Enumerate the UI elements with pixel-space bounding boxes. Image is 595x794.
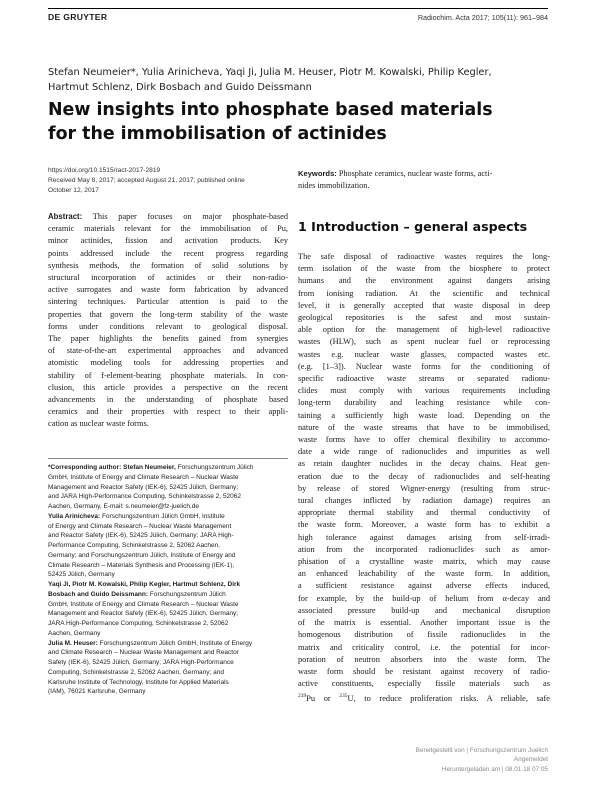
intro-line: long-term durability and leaching resistance while con- (298, 398, 550, 408)
footnote-label: Yaqi Ji, Piotr M. Kowalski, Philip Kegler, Hartmut Schlenz, Dirk (48, 581, 241, 588)
abstract-line: advancements in the understanding of phosphate based (48, 395, 288, 405)
footnote-line: JARA High-Performance Computing, Schinkelstrasse 2, 52062 (48, 620, 229, 627)
stamp-line: Heruntergeladen am | 08.01.18 07:05 (441, 765, 548, 773)
intro-line: associated pressure build-up and mechanical disruption (298, 605, 550, 615)
intro-line: geological repositories is the safest and most sustain- (298, 313, 550, 323)
abstract-line: structural incorporation of actinides or their non-radio- (48, 273, 288, 283)
intro-line: phisation of a crystalline waste matrix, which may cause (298, 557, 550, 567)
stamp-line: Angemeldet (513, 756, 548, 764)
author-line: Stefan Neumeier*, Yulia Arinicheva, Yaqi Ji, Julia M. Heuser, Piotr M. Kowalski, Philip Kegler, (48, 67, 492, 78)
author-list (48, 66, 548, 95)
title-line: New insights into phosphate based materials (48, 100, 493, 120)
intro-line: level, it is generally accepted that waste disposal in deep (298, 300, 550, 310)
intro-line: (e.g. [1–3]). Nuclear waste forms for the conditioning of (298, 361, 550, 371)
abstract-line: ceramics and their properties with respect to their appli- (48, 407, 288, 417)
abstract-line: synthesis methods, the formation of solid solutions by (48, 260, 288, 270)
abstract (48, 211, 288, 431)
intro-line: The safe disposal of radioactive wastes requires the long- (298, 252, 550, 261)
intro-line: term isolation of the waste from the biosphere to protect (298, 264, 550, 274)
intro-line: able option for the management of high-level radioactive (298, 325, 550, 335)
isotope-superscript: 239 (298, 693, 307, 700)
intro-line: homogenous distribution of fissile radionuclides in the (298, 630, 550, 640)
intro-line: a sufficient resistance against adverse effects induced, (298, 581, 550, 591)
intro-line: from ionising radiation. At the scientific and technical (298, 288, 550, 298)
footnote-line: and JARA High-Performance Computing, Schinkelstrasse 2, 52062 (48, 493, 241, 501)
footnote-rule (48, 458, 288, 459)
footnote-line: and Reactor Safety (IEK-6), 52425 Jülich, Germany; JARA High- (48, 532, 234, 540)
isotope-superscript: 235 (339, 693, 348, 700)
intro-line: an enhanced leachability of the waste form. In addition, (298, 569, 550, 579)
intro-line: humans and the environment against dangers arising (298, 276, 550, 286)
stamp-line: Bereitgestellt von | Forschungszentrum Juelich (415, 747, 548, 754)
publisher-name: DE GRUYTER (48, 12, 108, 22)
footnote-line: Aachen, Germany, E-mail: s.neumeier@fz-juelich.de (48, 503, 199, 510)
footnote-line: Management and Reactor Safety (IEK-6), 52425 Jülich, Germany; (48, 483, 239, 491)
footnote-line: Forschungszentrum Jülich (175, 464, 254, 471)
dates-line: October 12, 2017 (48, 186, 99, 194)
intro-line: $^{239}$Pu or $^{235}$U, to reduce proliferation risks. A reliable, safe (298, 693, 550, 704)
footnote-label: Bosbach and Guido Deissmann: (48, 590, 149, 598)
dates-line: Received May 8, 2017; accepted August 21, 2017; published online (48, 176, 245, 184)
intro-line: as retain daughter nuclides in the decay chains. Heat gen- (298, 459, 550, 469)
footnote-line: Forschungszentrum Jülich (148, 590, 226, 598)
footnote-line: Climate Research – Materials Synthesis and Processing (IEK-1), (48, 561, 235, 569)
footnote-line: Safety (IEK-6), 52425 Jülich, Germany; JARA High-Performance (48, 659, 234, 666)
author-line: Hartmut Schlenz, Dirk Bosbach and Guido Deissmann (48, 81, 312, 93)
intro-line: eration due to the decay of radionuclides and self-heating (298, 471, 550, 481)
intro-line: waste forms have to offer chemical flexibility to accommo- (298, 435, 550, 445)
footnote-line: Forschungszentrum Jülich GmbH, Institute of Energy (97, 639, 253, 647)
abstract-line: of state-of-the-art experimental approaches and advanced (48, 346, 288, 356)
keywords-text: Phosphate ceramics, nuclear waste forms, acti- (336, 169, 493, 178)
footnote-line: Computing, Schinkelstrasse 2, 52062 Aachen, Germany; and (48, 668, 224, 676)
doi-link[interactable]: https://doi.org/10.1515/ract-2017-2819 (48, 167, 161, 174)
abstract-label: Abstract: (48, 212, 83, 221)
intro-line: tural changes inflicted by radiation damage) requires an (298, 496, 550, 506)
paper-title (48, 99, 548, 146)
footnote-line: Germany; and Forschungszentrum Jülich, Institute of Energy and (48, 551, 236, 559)
footnote-line: 52425 Jülich, Germany (48, 571, 115, 579)
header-rule (48, 8, 548, 9)
keywords-label: Keywords: (298, 169, 337, 178)
intro-line: nature of the waste streams that have to be immobilised, (298, 422, 550, 432)
footnote-line: GmbH, Institute of Energy and Climate Research – Nuclear Waste (48, 600, 239, 608)
intro-line: wastes e.g. nuclear waste glasses, compacted wastes etc. (298, 349, 550, 359)
abstract-line: This paper focuses on major phosphate-based (82, 212, 288, 221)
abstract-line: ceramic materials relevant for the immobilisation of Pu, (48, 224, 288, 234)
abstract-line: properties that govern the long-term stability of the waste (48, 309, 288, 319)
article-metadata (48, 166, 288, 195)
abstract-line: atomistic modeling tools for addressing properties and (48, 358, 288, 368)
footnote-line: of Energy and Climate Research – Nuclear Waste Management (48, 522, 232, 530)
abstract-line: stability of f-element-bearing phosphate materials. In con- (48, 370, 288, 380)
intro-line: high tolerance against damages arising from self-irradi- (298, 532, 550, 542)
section-heading: 1 Introduction – general aspects (298, 219, 528, 234)
footnote-line: Management and Reactor Safety (IEK-6), 52425 Jülich, Germany; (48, 610, 239, 618)
intro-line: wastes (HLW), such as spent nuclear fuel or reprocessing (298, 337, 550, 347)
intro-line: matrix and criticality control, i.e. the potential for incor- (298, 642, 550, 652)
intro-line: specific radioactive waste streams or separated radionu- (298, 374, 550, 384)
abstract-line: sintering techniques. Particular attention is paid to the (48, 297, 288, 307)
footnote-line: Karlsruhe Institute of Technology, Institute for Applied Materials (48, 678, 229, 686)
intro-line: the waste form. Moreover, a waste form has to exhibit a (298, 520, 550, 530)
intro-line: appropriate thermal stability and thermal conductivity of (298, 508, 550, 518)
footnote-label: Yulia Arinicheva: (48, 512, 101, 520)
footnote-label: Julia M. Heuser: (48, 639, 98, 647)
intro-line: active constituents, especially fissile materials such as (298, 679, 550, 689)
download-stamp (416, 746, 548, 774)
abstract-line: cation as nuclear waste forms. (48, 419, 149, 429)
title-line: for the immobilisation of actinides (48, 123, 387, 144)
footnote-line: and Climate Research – Nuclear Waste Management and Reactor (48, 649, 239, 657)
footnote-line: Aachen, Germany (48, 629, 101, 637)
keywords (298, 168, 550, 191)
abstract-line: The paper highlights the benefits gained from synergies (48, 334, 288, 344)
abstract-line: clusion, this article provides a perspective on the recent (48, 382, 288, 392)
author-footnotes (48, 463, 288, 697)
footnote-line: (IAM), 76021 Karlsruhe, Germany (48, 688, 146, 696)
intro-line: clides must comply with various requirements including (298, 386, 550, 396)
intro-line: ation from the incorporated radionuclides such as amor- (298, 544, 550, 554)
intro-line: date a wide range of radionuclides and impurities as well (298, 447, 550, 457)
abstract-line: active surrogates and waste form fabrication by advanced (48, 285, 288, 295)
footnote-line: Forschungszentrum Jülich GmbH, Institute (100, 512, 225, 520)
intro-line: of the matrix is essential. Another important issue is the (298, 618, 550, 628)
intro-line: for example, by the build-up of helium from α-decay and (298, 593, 550, 603)
footnote-line: GmbH, Institute of Energy and Climate Research – Nuclear Waste (48, 473, 239, 481)
abstract-line: points addressed include the recent progress regarding (48, 248, 288, 258)
abstract-line: minor actinides, fission and activation products. Key (48, 236, 288, 246)
introduction-body (298, 251, 550, 705)
keywords-text: nides immobilization. (298, 180, 370, 190)
journal-reference: Radiochim. Acta 2017; 105(11): 961–984 (417, 13, 548, 22)
footnote-line: Performance Computing, Schinkelstrasse 2, 52062 Aachen, (48, 542, 220, 549)
intro-line: waste form should be resistant against recovery of radio- (298, 666, 550, 676)
footnote-label: *Corresponding author: Stefan Neumeier, (48, 464, 176, 471)
abstract-line: forms under conditions relevant to geological disposal. (48, 321, 288, 331)
intro-line: poration of neutron absorbers into the waste form. The (298, 654, 550, 664)
intro-line: by release of stored Wigner-energy (resulting from struc- (298, 483, 550, 493)
intro-line: taining a sufficiently high waste load. Depending on the (298, 410, 550, 420)
